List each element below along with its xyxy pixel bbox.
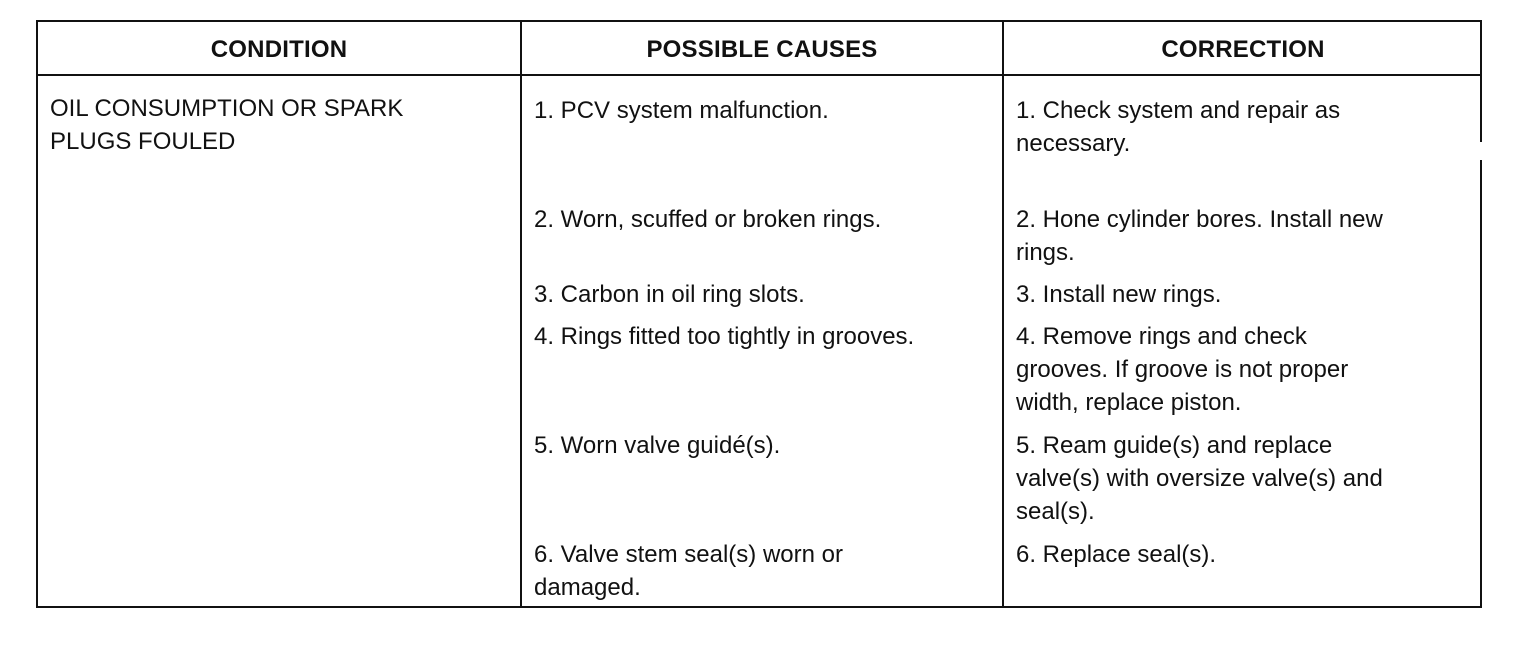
correction-cell: 2. Hone cylinder bores. Install new rings.: [1016, 206, 1383, 266]
correction-cell: 3. Install new rings.: [1016, 281, 1222, 308]
condition-cell: OIL CONSUMPTION OR SPARK PLUGS FOULED: [50, 95, 404, 155]
correction-cell: 5. Ream guide(s) and replace valve(s) with oversize valve(s) and seal(s).: [1016, 432, 1383, 525]
header-correction: CORRECTION: [1161, 36, 1325, 63]
column-divider: [520, 22, 522, 606]
cause-cell: 5. Worn valve guidé(s).: [534, 432, 781, 459]
cause-cell: 6. Valve stem seal(s) worn or damaged.: [534, 541, 843, 601]
cause-cell: 3. Carbon in oil ring slots.: [534, 281, 805, 308]
correction-cell: 1. Check system and repair as necessary.: [1016, 97, 1341, 157]
column-divider: [1002, 22, 1004, 606]
cause-cell: 1. PCV system malfunction.: [534, 97, 829, 124]
header-possible-causes: POSSIBLE CAUSES: [646, 36, 878, 63]
cause-cell: 2. Worn, scuffed or broken rings.: [534, 206, 882, 233]
correction-cell: 6. Replace seal(s).: [1016, 541, 1217, 568]
header-condition: CONDITION: [210, 36, 348, 63]
header-divider: [38, 74, 1480, 76]
border-gap: [1479, 142, 1485, 160]
correction-cell: 4. Remove rings and check grooves. If groove is not proper width, replace piston.: [1016, 323, 1349, 416]
diagnosis-table: [36, 20, 1482, 608]
cause-cell: 4. Rings fitted too tightly in grooves.: [534, 323, 915, 350]
